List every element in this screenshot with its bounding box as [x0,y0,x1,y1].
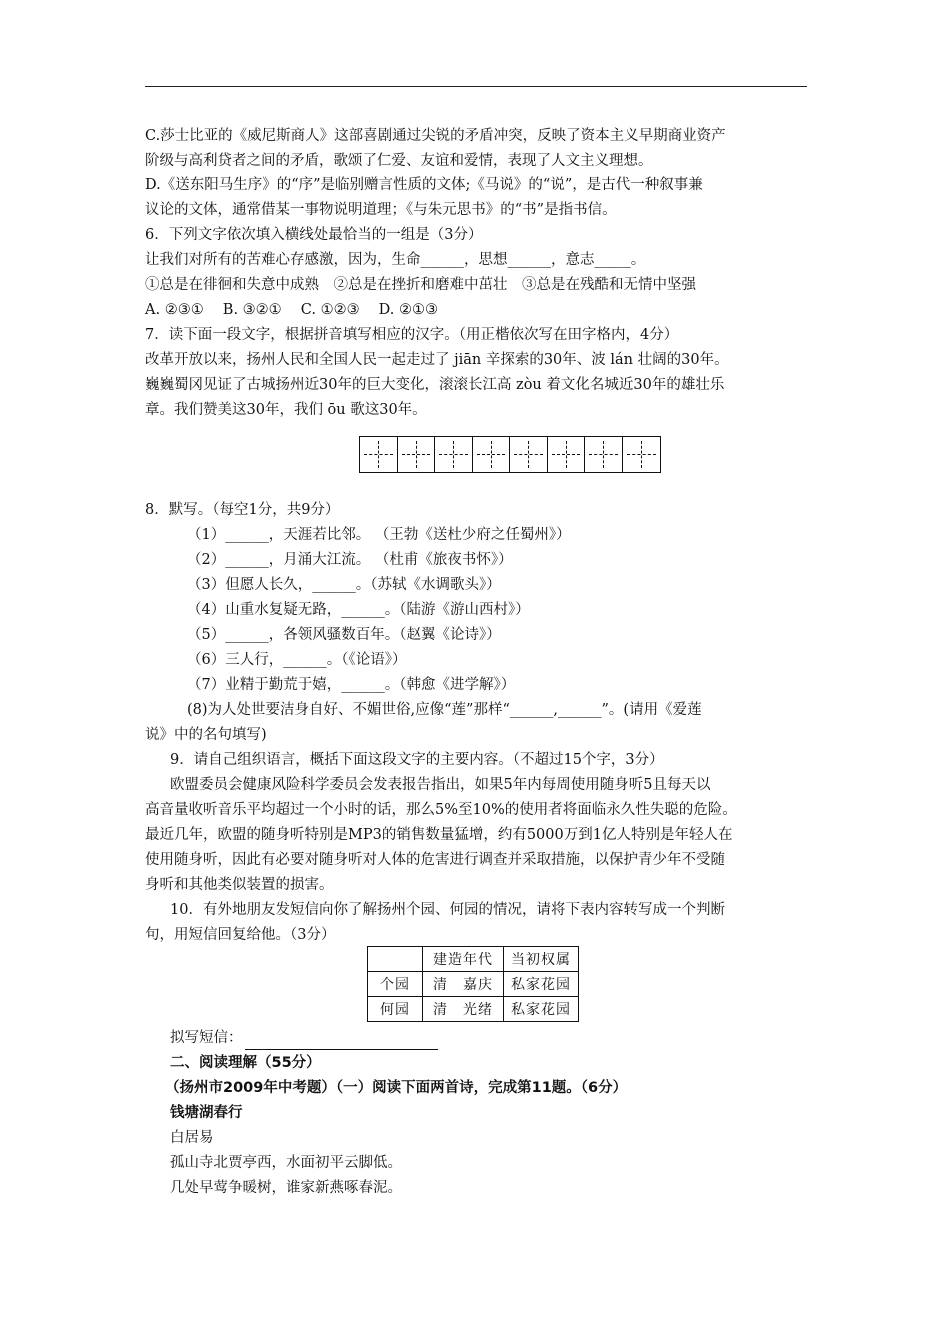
grid-cell [398,437,436,472]
table-cell: 当初权属 [504,947,579,972]
section-2-title: 二、阅读理解（55分） [170,1055,321,1071]
poem-title: 钱塘湖春行 [170,1105,243,1121]
question-7: 7．读下面一段文字，根据拼音填写相应的汉字。（用正楷依次写在田字格内，4分） [145,327,679,343]
question-8-item-6: （6）三人行，______。（《论语》） [187,652,407,668]
question-7-text3: 章。我们赞美这30年，我们 ōu 歌这30年。 [145,402,427,418]
poem-line-2: 几处早莺争暖树，谁家新燕啄春泥。 [170,1180,402,1196]
question-9-passage3: 最近几年，欧盟的随身听特别是MP3的销售数量猛增，约有5000万到1亿人特别是年轻人在 [145,827,733,843]
option-c-line2: 阶级与高利贷者之间的矛盾，歌颂了仁爱、友谊和爱情，表现了人文主义理想。 [145,153,653,169]
question-6-phrases: ①总是在徘徊和失意中成熟 ②总是在挫折和磨难中茁壮 ③总是在残酷和无情中坚强 [145,277,696,293]
question-9-passage1: 欧盟委员会健康风险科学委员会发表报告指出，如果5年内每周使用随身听5且每天以 [170,777,711,793]
question-10: 10．有外地朋友发短信向你了解扬州个园、何园的情况，请将下表内容转写成一个判断 [170,902,725,918]
question-7-text1: 改革开放以来，扬州人民和全国人民一起走过了 jiān 辛探索的30年、波 lán 壮阔的30年。 [145,352,729,368]
table-cell: 清 嘉庆 [423,972,504,997]
tianzige-grid [359,436,661,473]
table-row [368,997,579,1022]
section-2-subtitle: （扬州市2009年中考题）（一）阅读下面两首诗，完成第11题。（6分） [165,1080,628,1096]
reply-blank[interactable] [245,1033,438,1050]
question-8-item-8-cont: 说》中的名句填写) [145,727,267,743]
gardens-table [367,946,579,1022]
reply-line [170,1026,438,1050]
grid-cell [585,437,623,472]
question-8-item-7: （7）业精于勤荒于嬉，______。（韩愈《进学解》） [187,677,516,693]
grid-cell [360,437,398,472]
table-header-row [368,947,579,972]
question-7-text2: 巍巍蜀冈见证了古城扬州近30年的巨大变化，滚滚长江高 zòu 着文化名城近30年的雄壮乐 [145,377,725,393]
table-cell: 私家花园 [504,997,579,1022]
question-8-item-5: （5）______，各领风骚数百年。（赵翼《论诗》） [187,627,501,643]
reply-label: 拟写短信： [170,1030,243,1046]
question-8: 8．默写。（每空1分，共9分） [145,502,340,518]
grid-cell [510,437,548,472]
grid-cell [623,437,661,472]
question-10-cont: 句，用短信回复给他。（3分） [145,927,336,943]
option-d-line2: 议论的文体，通常借某一事物说明道理；《与朱元思书》的“书”是指书信。 [145,202,617,218]
table-cell [368,947,423,972]
table-cell: 个园 [368,972,423,997]
table-cell: 建造年代 [423,947,504,972]
question-9-passage4: 使用随身听，因此有必要对随身听对人体的危害进行调查并采取措施，以保护青少年不受随 [145,852,725,868]
question-6: 6．下列文字依次填入横线处最恰当的一组是（3分） [145,227,483,243]
grid-cell [473,437,511,472]
table-row [368,972,579,997]
grid-cell [548,437,586,472]
question-9-passage5: 身听和其他类似装置的损害。 [145,877,334,893]
question-8-item-3: （3）但愿人长久，______。（苏轼《水调歌头》） [187,577,501,593]
option-d-line1: D.《送东阳马生序》的“序”是临别赠言性质的文体;《马说》的“说”，是古代一种叙事兼 [145,177,703,193]
poem-author: 白居易 [170,1130,214,1146]
grid-cell [435,437,473,472]
option-c-line1: C.莎士比亚的《威尼斯商人》这部喜剧通过尖锐的矛盾冲突，反映了资本主义早期商业资产 [145,128,726,144]
question-9-passage2: 高音量收听音乐平均超过一个小时的话，那么5%至10%的使用者将面临永久性失聪的危险。 [145,802,737,818]
question-8-item-4: （4）山重水复疑无路，______。（陆游《游山西村》） [187,602,530,618]
question-8-item-8: (8)为人处世要洁身自好、不媚世俗,应像“莲”那样“______,______”。(请用《爱莲 [187,702,702,718]
table-cell: 清 光绪 [423,997,504,1022]
table-cell: 私家花园 [504,972,579,997]
header-rule [145,86,807,87]
question-6-sentence: 让我们对所有的苦难心存感激，因为，生命______，思想______，意志_____。 [145,252,646,268]
question-8-item-2: （2）______，月涌大江流。 （杜甫《旅夜书怀》） [187,552,513,568]
table-cell: 何园 [368,997,423,1022]
poem-line-1: 孤山寺北贾亭西，水面初平云脚低。 [170,1155,402,1171]
question-6-choices: A. ②③① B. ③②① C. ①②③ D. ②①③ [145,302,439,318]
question-8-item-1: （1）______，天涯若比邻。 （王勃《送杜少府之任蜀州》） [187,527,571,543]
question-9: 9．请自己组织语言，概括下面这段文字的主要内容。（不超过15个字，3分） [170,752,664,768]
